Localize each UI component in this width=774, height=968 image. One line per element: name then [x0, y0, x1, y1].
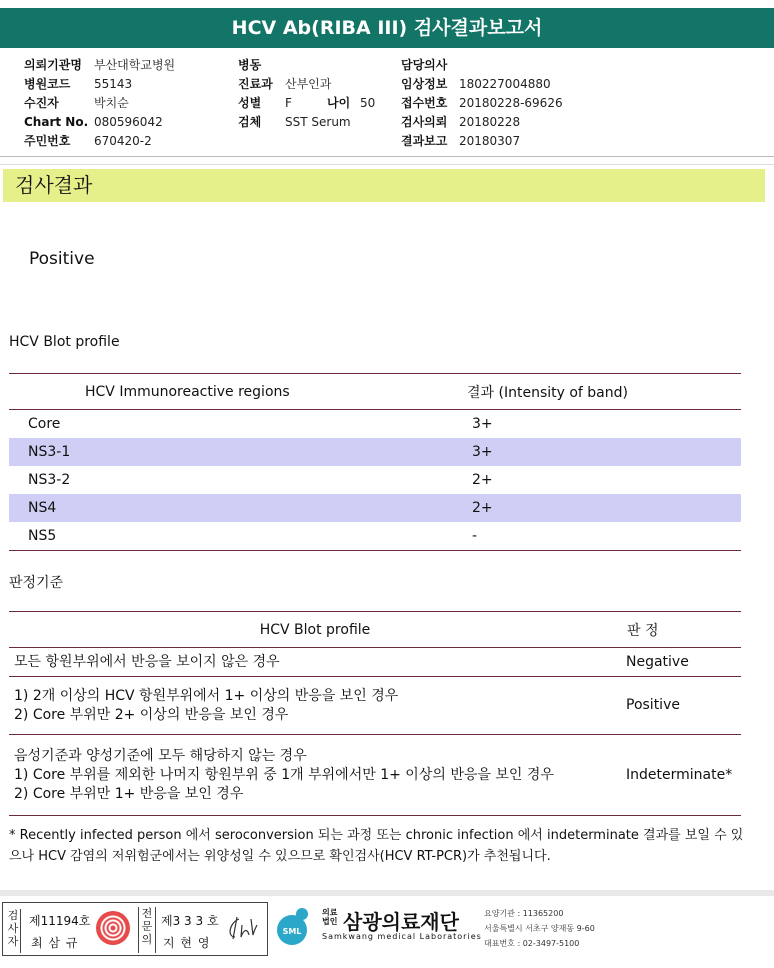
- info-key: 담당의사: [401, 58, 448, 72]
- info-value: 080596042: [94, 115, 163, 129]
- org-english: Samkwang medical Laboratories: [322, 932, 482, 941]
- inspector-name: 최 삼 규: [31, 936, 79, 950]
- specialist-label: 전문의: [138, 907, 156, 953]
- org-prefix-line: 의료: [322, 908, 338, 917]
- org-prefix: [322, 908, 344, 926]
- criteria-line: 1) 2개 이상의 HCV 항원부위에서 1+ 이상의 반응을 보인 경우: [14, 687, 399, 704]
- region-cell: Core: [28, 416, 61, 432]
- info-key: 병원코드: [24, 77, 71, 91]
- info-key: Chart No.: [24, 115, 89, 129]
- table-row: [9, 410, 741, 439]
- inspector-label: 검사자: [6, 909, 21, 953]
- specialist-name: 지 현 영: [163, 936, 211, 950]
- info-key: 접수번호: [401, 96, 448, 110]
- criteria-col-judgement: 판 정: [621, 612, 741, 648]
- age-key: 나이: [327, 96, 351, 110]
- judgement-cell: Indeterminate*: [621, 735, 741, 816]
- criteria-label: 판정기준: [9, 575, 64, 591]
- contact-info: [484, 906, 595, 951]
- sml-logo-icon: [272, 906, 316, 946]
- blot-table: [9, 373, 741, 551]
- report-title: HCV Ab(RIBA III) 검사결과보고서: [231, 17, 543, 39]
- contact-line: 요양기관 : 11365200: [484, 909, 564, 918]
- info-value: 20180228: [459, 115, 521, 129]
- inspector-license: 제11194호: [29, 914, 91, 928]
- region-cell: NS5: [9, 522, 466, 551]
- criteria-text: [9, 735, 621, 816]
- info-value: 20180228-69626: [459, 96, 563, 110]
- info-value: F: [285, 96, 292, 110]
- table-row: [9, 494, 741, 522]
- criteria-col-profile: HCV Blot profile: [9, 612, 621, 648]
- intensity-cell: 2+: [472, 472, 493, 488]
- org-name: 삼광의료재단: [343, 910, 459, 934]
- intensity-cell: 2+: [466, 494, 741, 522]
- overall-result: Positive: [29, 249, 95, 269]
- info-key: 검사의뢰: [401, 115, 448, 129]
- info-value: SST Serum: [285, 115, 351, 129]
- contact-line: 대표번호 : 02-3497-5100: [484, 939, 580, 948]
- patient-info-col2: [238, 56, 388, 132]
- region-cell: NS4: [9, 494, 466, 522]
- criteria-line: 2) Core 부위만 2+ 이상의 반응을 보인 경우: [14, 706, 289, 723]
- info-value: 670420-2: [94, 134, 152, 148]
- criteria-line: 음성기준과 양성기준에 모두 해당하지 않는 경우: [14, 747, 307, 764]
- handwritten-signature: [225, 913, 259, 943]
- patient-info-col1: [24, 56, 224, 151]
- info-key: 임상정보: [401, 77, 448, 91]
- footnote: * Recently infected person 에서 seroconversion 되는 과정 또는 chronic infection 에서 indeterminate 결과를 보일 수 있으나 HCV 감염의 저위험군에서는 위양성일 수 있으므로 확인검사(HCV RT-PCR)가 추천됩니다.: [9, 828, 744, 864]
- signature-box: [2, 902, 268, 956]
- table-row: [9, 677, 741, 735]
- table-row: [9, 735, 741, 816]
- info-value: 산부인과: [285, 77, 332, 91]
- info-value: 박치순: [94, 96, 129, 110]
- divider: [0, 156, 774, 157]
- table-row: [9, 522, 741, 551]
- criteria-line: 모든 항원부위에서 반응을 보이지 않은 경우: [14, 653, 280, 670]
- info-key: 검체: [238, 115, 262, 129]
- info-value: 부산대학교병원: [94, 58, 176, 72]
- criteria-table-header: [9, 612, 741, 648]
- org-prefix-line: 법인: [322, 917, 338, 926]
- table-row: [9, 648, 741, 677]
- report-header: [0, 8, 774, 48]
- info-value: 55143: [94, 77, 133, 91]
- info-key: 병동: [238, 58, 262, 72]
- logo-text: SML: [282, 927, 302, 936]
- info-key: 주민번호: [24, 134, 71, 148]
- info-key: 성별: [238, 96, 262, 110]
- region-cell: NS3-1: [9, 438, 466, 466]
- blot-profile-label: HCV Blot profile: [9, 334, 120, 350]
- info-value: 180227004880: [459, 77, 551, 91]
- criteria-text: [9, 648, 621, 677]
- info-key: 진료과: [238, 77, 273, 91]
- contact-line: 서울특별시 서초구 양재동 9-60: [484, 924, 595, 933]
- info-key: 의뢰기관명: [24, 58, 82, 72]
- judgement-cell: Positive: [621, 677, 741, 735]
- specialist-license: 제3 3 3 호: [161, 914, 219, 928]
- criteria-line: 1) Core 부위를 제외한 나머지 항원부위 중 1개 부위에서만 1+ 이상의 반응을 보인 경우: [14, 766, 554, 783]
- criteria-table: [9, 611, 741, 816]
- intensity-cell: 3+: [472, 416, 493, 432]
- info-key: 결과보고: [401, 134, 448, 148]
- info-key: 수진자: [24, 96, 59, 110]
- blot-table-header: [9, 374, 741, 410]
- criteria-text: [9, 677, 621, 735]
- blot-col-intensity: 결과 (Intensity of band): [466, 374, 741, 410]
- patient-info-col3: [401, 56, 601, 151]
- intensity-cell: 3+: [466, 438, 741, 466]
- region-cell: NS3-2: [28, 472, 71, 488]
- table-row: [9, 466, 741, 494]
- logo-dot: [296, 908, 308, 920]
- report-footer: [0, 890, 774, 968]
- blot-col-region: HCV Immunoreactive regions: [9, 374, 466, 410]
- section-title: 검사결과: [3, 169, 765, 202]
- judgement-cell: Negative: [621, 648, 741, 677]
- seal-stamp: [96, 911, 130, 945]
- criteria-line: 2) Core 부위만 1+ 반응을 보인 경우: [14, 785, 244, 802]
- intensity-cell: -: [466, 522, 741, 551]
- table-row: [9, 438, 741, 466]
- age-value: 50: [360, 96, 376, 110]
- info-value: 20180307: [459, 134, 521, 148]
- divider: [0, 164, 774, 165]
